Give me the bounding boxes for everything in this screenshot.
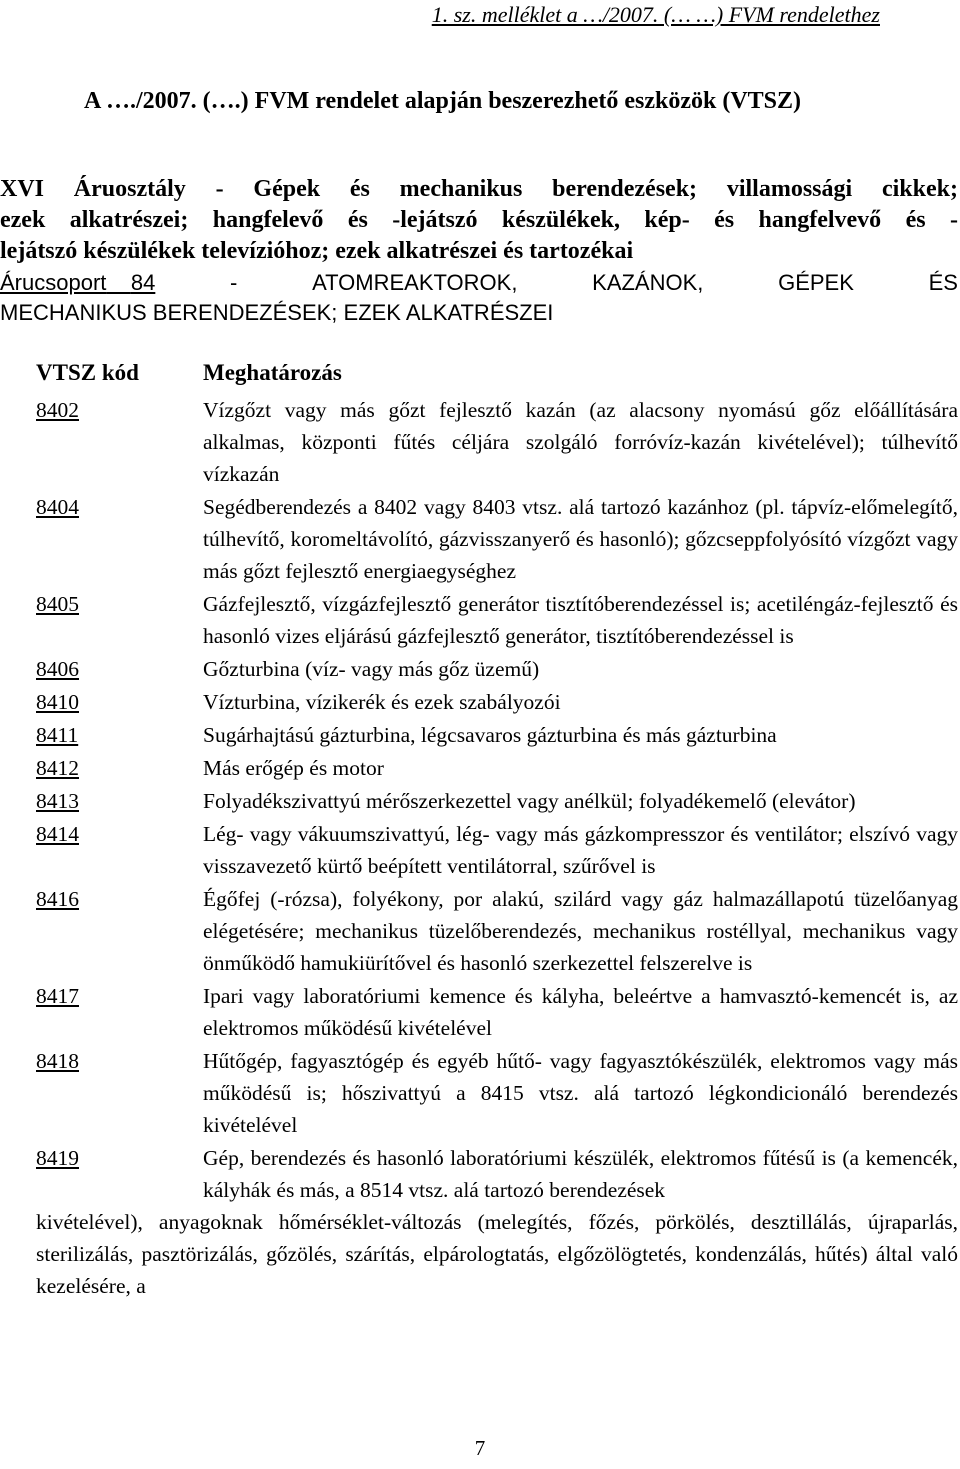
table-row xyxy=(36,818,958,882)
table-row xyxy=(36,1142,958,1302)
vtsz-description: Más erőgép és motor xyxy=(203,756,384,780)
product-group-dash: - xyxy=(230,270,238,295)
vtsz-code: 8402 xyxy=(36,398,79,422)
table-row xyxy=(36,883,958,979)
vtsz-code: 8410 xyxy=(36,690,79,714)
section-heading-line-1: XVI Áruosztály - Gépek és mechanikus berendezések; villamossági cikkek; xyxy=(0,176,958,202)
table-row xyxy=(36,719,958,751)
table-row xyxy=(36,653,958,685)
section-heading-line-3: lejátszó készülékek televízióhoz; ezek alkatrészei és tartozékai xyxy=(0,238,634,264)
page-number: 7 xyxy=(474,1436,486,1460)
table-header xyxy=(36,360,958,386)
product-group-heading xyxy=(0,268,958,328)
vtsz-description: Sugárhajtású gázturbina, légcsavaros gázturbina és más gázturbina xyxy=(203,723,777,747)
section-heading xyxy=(0,174,958,267)
vtsz-code: 8418 xyxy=(36,1049,79,1073)
vtsz-description: Égőfej (-rózsa), folyékony, por alakú, szilárd vagy gáz halmazállapotú tüzelőanyag elégetésére; mechanikus tüzelőberendezés, mechanikus rostéllyal, mechanikus vagy önműködő hamukiürítővel és hasonló szerkezettel felszerelve is xyxy=(203,887,958,975)
product-group-line-2: MECHANIKUS BERENDEZÉSEK; EZEK ALKATRÉSZEI xyxy=(0,300,554,325)
table-row xyxy=(36,491,958,587)
vtsz-description-part-2: kivételével), anyagoknak hőmérséklet-változás (melegítés, főzés, pörkölés, desztillálás, újraparlás, sterilizálás, pasztörizálás, gőzölés, szárítás, elpárologtatás, elgőzölögtetés, kondenzálás, hűtés) által való kezelésére, a xyxy=(36,1210,958,1298)
vtsz-description: Gázfejlesztő, vízgázfejlesztő generátor tisztítóberendezéssel is; acetiléngáz-fejlesztő és hasonló vizes eljárású gázfejlesztő generátor, tisztítóberendezéssel is xyxy=(203,592,958,648)
vtsz-code: 8412 xyxy=(36,756,79,780)
table-row xyxy=(36,686,958,718)
product-group-label xyxy=(0,268,155,298)
vtsz-code: 8417 xyxy=(36,984,79,1008)
vtsz-code: 8411 xyxy=(36,723,79,747)
vtsz-description: Vízgőzt vagy más gőzt fejlesztő kazán (az alacsony nyomású gőz előállítására alkalmas, központi fűtés céljára szolgáló forróvíz-kazán kivételével); túlhevítő vízkazán xyxy=(203,398,958,486)
product-group-line-1 xyxy=(0,268,958,298)
section-heading-line-2: ezek alkatrészei; hangfelevő és -lejátszó készülékek, kép- és hangfelvevő és - xyxy=(0,207,958,233)
product-group-word-3: GÉPEK xyxy=(778,270,854,295)
table-row xyxy=(36,394,958,490)
table-row xyxy=(36,588,958,652)
vtsz-description: Folyadékszivattyú mérőszerkezettel vagy anélkül; folyadékemelő (elevátor) xyxy=(203,789,856,813)
table-row xyxy=(36,1045,958,1141)
vtsz-code: 8413 xyxy=(36,789,79,813)
vtsz-code: 8405 xyxy=(36,592,79,616)
vtsz-code: 8406 xyxy=(36,657,79,681)
vtsz-description: Gőzturbina (víz- vagy más gőz üzemű) xyxy=(203,657,540,681)
table-row xyxy=(36,785,958,817)
vtsz-code: 8419 xyxy=(36,1146,79,1170)
product-group-word-2: KAZÁNOK, xyxy=(592,270,704,295)
column-header-code: VTSZ kód xyxy=(36,360,139,385)
table-row xyxy=(36,980,958,1044)
vtsz-description: Hűtőgép, fagyasztógép és egyéb hűtő- vagy fagyasztókészülék, elektromos vagy más működésű is; hőszivattyú a 8415 vtsz. alá tartozó légkondicionáló berendezés kivételével xyxy=(203,1049,958,1137)
product-group-word-1: ATOMREAKTOROK, xyxy=(312,270,518,295)
product-group-number: 84 xyxy=(130,270,156,295)
vtsz-code: 8414 xyxy=(36,822,79,846)
product-group-label-text: Árucsoport xyxy=(0,270,107,295)
vtsz-description: Vízturbina, vízikerék és ezek szabályozói xyxy=(203,690,561,714)
product-group-word-4: ÉS xyxy=(928,270,958,295)
vtsz-description: Ipari vagy laboratóriumi kemence és kályha, beleértve a hamvasztó-kemencét is, az elektromos működésű kivételével xyxy=(203,984,958,1040)
vtsz-description: Lég- vagy vákuumszivattyú, lég- vagy más gázkompresszor és ventilátor; elszívó vagy visszavezető kürtő beépített ventilátorral, szűrővel is xyxy=(203,822,958,878)
annex-reference: 1. sz. melléklet a …/2007. (… …) FVM rendelethez xyxy=(431,2,880,27)
vtsz-table xyxy=(36,394,958,1303)
vtsz-code: 8416 xyxy=(36,887,79,911)
column-header-description: Meghatározás xyxy=(203,360,342,385)
page-title: A …./2007. (….) FVM rendelet alapján beszerezhető eszközök (VTSZ) xyxy=(84,88,802,114)
vtsz-code: 8404 xyxy=(36,495,79,519)
vtsz-description: Segédberendezés a 8402 vagy 8403 vtsz. alá tartozó kazánhoz (pl. tápvíz-előmelegítő, túlhevítő, koromeltávolító, gázvisszanyerő és hasonló); gőzcseppfolyósító vízgőzt vagy más gőzt fejlesztő energiaegységhez xyxy=(203,495,958,583)
table-row xyxy=(36,752,958,784)
vtsz-description-part-1: Gép, berendezés és hasonló laboratóriumi készülék, elektromos fűtésű is (a kemencék, kályhák és más, a 8514 vtsz. alá tartozó berendezések xyxy=(203,1146,958,1202)
